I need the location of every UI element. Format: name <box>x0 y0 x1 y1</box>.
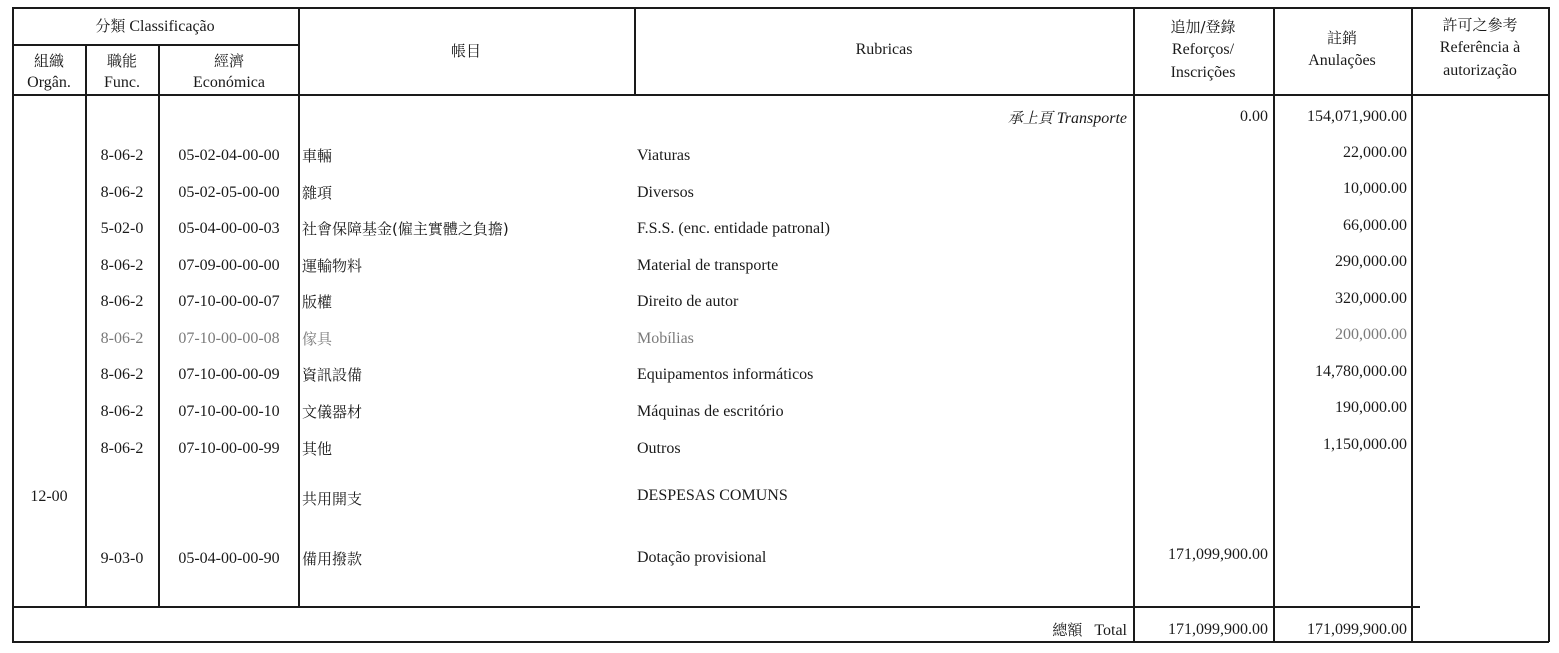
rubricas-header: Rubricas <box>855 41 913 58</box>
transport-label <box>1008 109 1127 128</box>
row-account-zh: 版權 <box>302 293 333 311</box>
row-rubrica: Direito de autor <box>637 293 739 310</box>
row-econ: 07-10-00-00-08 <box>178 330 280 347</box>
grid-line <box>158 44 160 607</box>
row-rubrica: Material de transporte <box>637 257 779 274</box>
row-rubrica: F.S.S. (enc. entidade patronal) <box>637 220 830 237</box>
grid-line <box>1273 7 1275 642</box>
row-econ: 05-04-00-00-03 <box>178 220 280 237</box>
authorization-header-zh: 許可之參考 <box>1442 16 1518 34</box>
classification-zh: 分類 <box>95 17 126 35</box>
row-account-zh: 運輸物料 <box>302 257 363 275</box>
total-label-zh: 總額 <box>1052 621 1083 639</box>
organ-header-zh: 組織 <box>33 52 65 70</box>
reinforcements-header-pt2: Inscrições <box>1170 64 1236 81</box>
total-label-pt: Total <box>1094 622 1127 639</box>
func-header-pt: Func. <box>104 74 140 91</box>
authorization-header-pt1: Referência à <box>1439 39 1521 56</box>
econ-header-zh: 經濟 <box>213 52 245 70</box>
row-func: 5-02-0 <box>100 220 144 237</box>
row-func: 8-06-2 <box>100 440 144 457</box>
row-account-zh: 文儀器材 <box>302 403 363 421</box>
row-anulacoes: 1,150,000.00 <box>1323 436 1407 453</box>
organ-header-pt: Orgân. <box>27 74 71 91</box>
row-econ: 07-10-00-00-10 <box>178 403 280 420</box>
row-account-zh: 傢具 <box>302 330 333 348</box>
row-account-zh: 車輛 <box>302 147 333 165</box>
row-account-zh: 社會保障基金(僱主實體之負擔) <box>302 220 509 238</box>
transport-label-zh: 承上頁 <box>1007 109 1053 127</box>
transport-anulacoes: 154,071,900.00 <box>1307 108 1407 125</box>
row-anulacoes: 190,000.00 <box>1335 399 1407 416</box>
grid-line <box>12 7 1549 9</box>
reinforcements-header-pt1: Reforços/ <box>1171 41 1235 58</box>
row-rubrica: Viaturas <box>637 147 691 164</box>
section-organ: 12-00 <box>30 488 68 505</box>
classification-pt: Classificação <box>129 18 215 35</box>
classification-header <box>95 17 214 36</box>
row-anulacoes: 200,000.00 <box>1335 326 1407 343</box>
row-func: 8-06-2 <box>100 330 144 347</box>
transport-reforcos: 0.00 <box>1240 108 1268 125</box>
provision-rubrica: Dotação provisional <box>637 549 767 566</box>
provision-econ: 05-04-00-00-90 <box>178 550 280 567</box>
row-econ: 07-10-00-00-09 <box>178 366 280 383</box>
row-anulacoes: 10,000.00 <box>1343 180 1407 197</box>
grid-line <box>12 606 1420 608</box>
row-func: 8-06-2 <box>100 184 144 201</box>
econ-header-pt: Económica <box>193 74 265 91</box>
grid-line <box>12 7 14 642</box>
grid-line <box>85 44 87 607</box>
total-label <box>1052 621 1127 640</box>
row-anulacoes: 290,000.00 <box>1335 253 1407 270</box>
row-func: 8-06-2 <box>100 293 144 310</box>
reinforcements-header-zh: 追加/登錄 <box>1170 18 1236 36</box>
grid-line <box>298 7 300 607</box>
row-func: 8-06-2 <box>100 366 144 383</box>
func-header-zh: 職能 <box>106 52 138 70</box>
total-anulacoes: 171,099,900.00 <box>1307 621 1407 638</box>
row-econ: 07-10-00-00-07 <box>178 293 280 310</box>
row-rubrica: Equipamentos informáticos <box>637 366 814 383</box>
grid-line <box>1548 7 1550 642</box>
grid-line <box>1133 7 1135 642</box>
row-econ: 07-10-00-00-99 <box>178 440 280 457</box>
provision-func: 9-03-0 <box>100 550 144 567</box>
row-account-zh: 雜項 <box>302 184 333 202</box>
row-anulacoes: 14,780,000.00 <box>1315 363 1407 380</box>
row-func: 8-06-2 <box>100 403 144 420</box>
total-reforcos: 171,099,900.00 <box>1168 621 1268 638</box>
row-func: 8-06-2 <box>100 257 144 274</box>
transport-label-pt: Transporte <box>1056 110 1127 127</box>
row-econ: 05-02-05-00-00 <box>178 184 280 201</box>
provision-reforcos: 171,099,900.00 <box>1168 546 1268 563</box>
section-account-zh: 共用開支 <box>302 490 363 508</box>
row-rubrica: Outros <box>637 440 681 457</box>
grid-line <box>12 44 298 46</box>
row-anulacoes: 66,000.00 <box>1343 217 1407 234</box>
account-header: 帳目 <box>450 42 482 60</box>
row-rubrica: Diversos <box>637 184 694 201</box>
row-anulacoes: 22,000.00 <box>1343 144 1407 161</box>
grid-line <box>634 7 636 95</box>
cancellations-header-zh: 註銷 <box>1326 29 1358 47</box>
grid-line <box>12 641 1549 643</box>
grid-line <box>12 94 1549 96</box>
row-econ: 05-02-04-00-00 <box>178 147 280 164</box>
row-account-zh: 資訊設備 <box>302 366 363 384</box>
row-rubrica: Mobílias <box>637 330 694 347</box>
grid-line <box>1411 7 1413 642</box>
row-func: 8-06-2 <box>100 147 144 164</box>
row-account-zh: 其他 <box>302 440 333 458</box>
section-rubrica: DESPESAS COMUNS <box>637 487 788 504</box>
row-anulacoes: 320,000.00 <box>1335 290 1407 307</box>
row-econ: 07-09-00-00-00 <box>178 257 280 274</box>
row-rubrica: Máquinas de escritório <box>637 403 784 420</box>
cancellations-header-pt: Anulações <box>1308 52 1376 69</box>
provision-account-zh: 備用撥款 <box>302 550 363 568</box>
authorization-header-pt2: autorização <box>1443 62 1517 79</box>
